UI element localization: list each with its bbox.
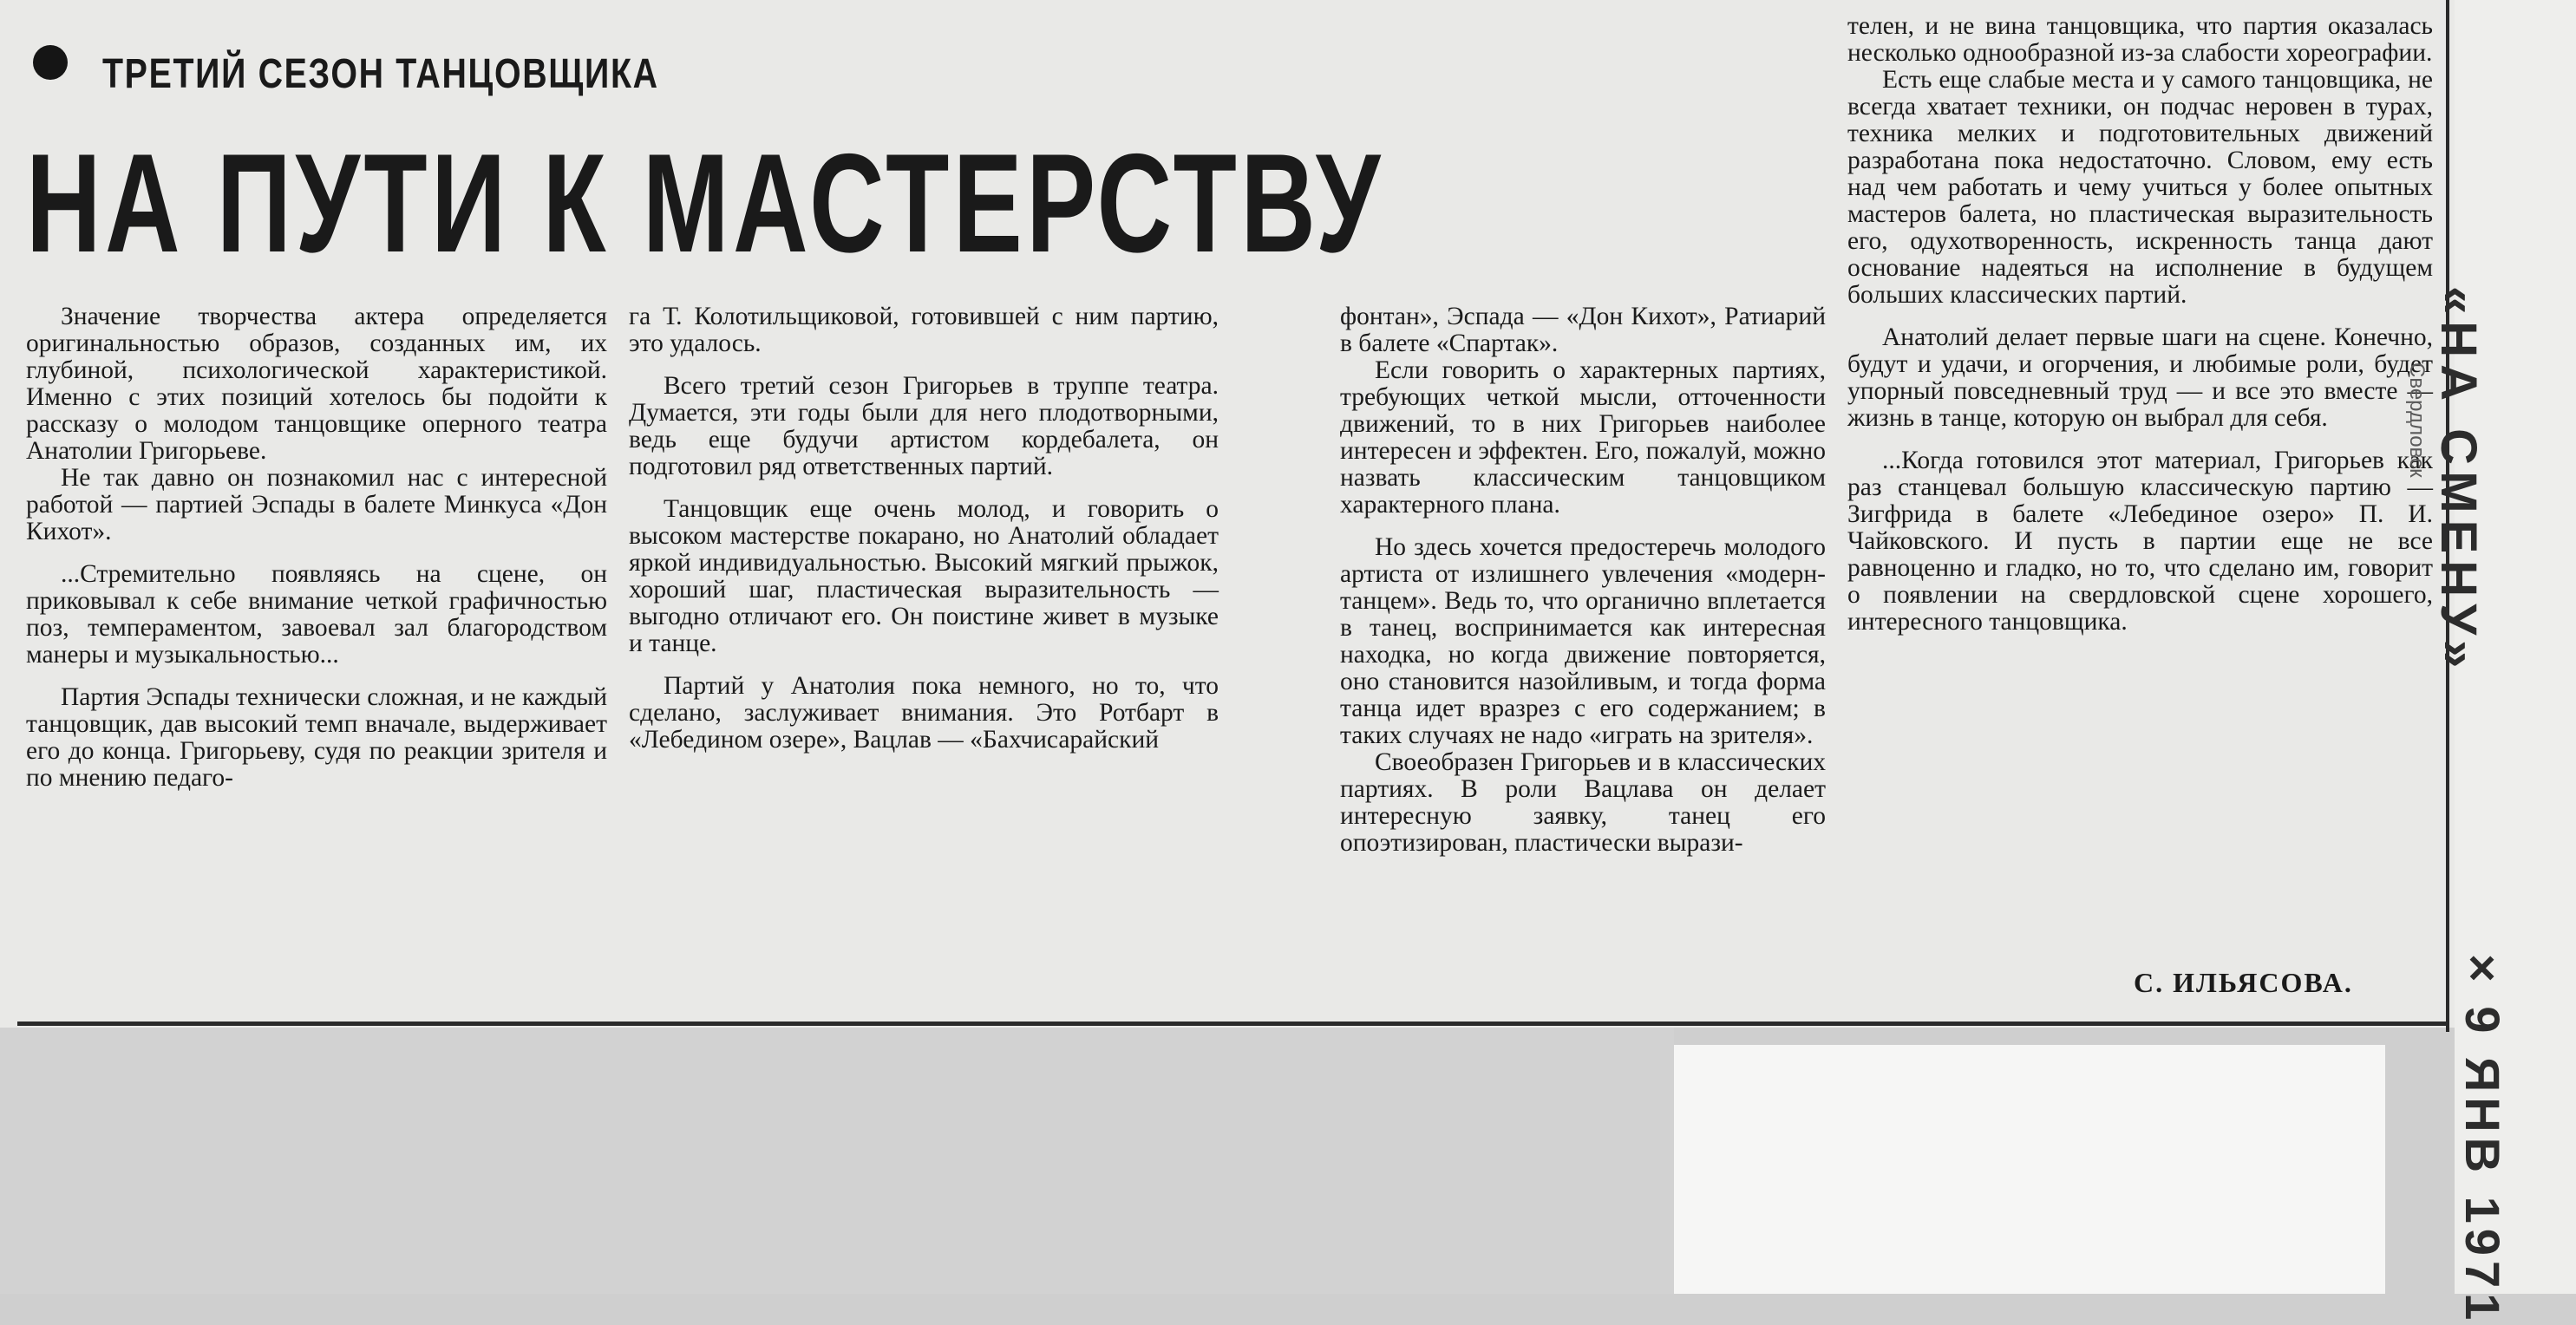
article-column-1 [26, 304, 607, 792]
paragraph: Есть еще слабые места и у самого танцовщика, не всегда хватает техники, он подчас неровен в турах, техника мелких и подготовительных движений разработана пока недостаточно. Словом, ему есть над чем работать и чему учиться у более опытных мастеров балета, но пластическая выразительность его, одухотворенность, искренность танца дают основание надеяться на исполнение в будущем больших классических партий. [1847, 66, 2433, 309]
article-headline: НА ПУТИ К МАСТЕРСТВУ [26, 125, 1384, 282]
article-column-3 [1340, 304, 1826, 857]
article-column-2 [629, 304, 1219, 754]
city-stamp: Свердловск [2405, 362, 2429, 478]
paragraph: Анатолий делает первые шаги на сцене. Конечно, будут и удачи, и огорчения, и любимые роли, будет упорный повседневный труд — и все это вместе — жизнь в танце, которую он выбрал для себя. [1847, 323, 2433, 432]
paragraph: Партий у Анатолия пока немного, но то, что сделано, заслуживает внимания. Это Ротбарт в «Лебедином озере», Вацлав — «Бахчисарайский [629, 672, 1219, 754]
author-signature: С. ИЛЬЯСОВА. [2134, 967, 2353, 998]
paragraph: Если говорить о характерных партиях, требующих четкой мысли, отточенности движений, то в них Григорьев наиболее интересен и эффектен. Его, пожалуй, можно назвать классическим танцовщиком характерного плана. [1340, 356, 1826, 519]
paragraph: Всего третий сезон Григорьев в труппе театра. Думается, эти годы были для него плодотворными, ведь еще будучи артистом кордебалета, он подготовил ряд ответственных партий. [629, 372, 1219, 480]
paper-patch [1674, 1045, 2385, 1294]
date-stamp: × 9 ЯНВ 1971 [2455, 954, 2510, 1325]
paragraph: Не так давно он познакомил нас с интересной работой — партией Эспады в балете Минкуса «Дон Кихот». [26, 464, 607, 545]
paragraph: фонтан», Эспада — «Дон Кихот», Ратиарий в балете «Спартак». [1340, 303, 1826, 357]
paragraph: Но здесь хочется предостеречь молодого артиста от излишнего увлечения «модерн-танцем». Ведь то, что органично вплетается в танец, воспринимается как интересная находка, но когда движение повторяется, оно становится назойливым, и тогда форма танца идет вразрез с его содержанием; в таких случаях не надо «играть на зрителя». [1340, 533, 1826, 749]
paragraph: ...Стремительно появляясь на сцене, он приковывал к себе внимание четкой графичностью поз, темпераментом, завоевал зал благородством манеры и музыкальностью... [26, 560, 607, 669]
article-column-4 [1847, 13, 2433, 636]
paragraph: Своеобразен Григорьев и в классических партиях. В роли Вацлава он делает интересную заявку, танец его опоэтизирован, пластически вырази- [1340, 748, 1826, 857]
paragraph: Танцовщик еще очень молод, и говорить о высоком мастерстве покарано, но Анатолий обладает яркой индивидуальностью. Высокий мягкий прыжок, хороший шаг, пластическая выразительность — выгодно отличают его. Он поистине живет в музыке и танце. [629, 495, 1219, 657]
paragraph: га Т. Колотильщиковой, готовившей с ним партию, это удалось. [629, 303, 1219, 357]
clipping-border-bottom [17, 1021, 2449, 1026]
bullet-icon [33, 45, 68, 80]
article-kicker: ТРЕТИЙ СЕЗОН ТАНЦОВЩИКА [102, 51, 659, 97]
paragraph: телен, и не вина танцовщика, что партия оказалась несколько однообразной из-за слабости хореографии. [1847, 12, 2433, 67]
newspaper-name-stamp: «НА СМЕНУ» [2430, 286, 2487, 676]
paragraph: ...Когда готовился этот материал, Григорьев как раз станцевал большую классическую партию — Зигфрида в балете «Лебединое озеро» П. И. Чайковского. И пусть в партии еще не все равноценно и гладко, но то, что сделано им, говорит о появлении на свердловской сцене хорошего, интересного танцовщика. [1847, 447, 2433, 636]
paragraph: Партия Эспады технически сложная, и не каждый танцовщик, дав высокий темп вначале, выдерживает его до конца. Григорьеву, судя по реакции зрителя и по мнению педаго- [26, 683, 608, 792]
background-sheet [0, 1028, 1674, 1294]
paragraph: Значение творчества актера определяется оригинальностью образов, созданных им, их глубиной, психологической характеристикой. Именно с этих позиций хотелось бы подойти к рассказу о молодом танцовщике оперного театра Анатолии Григорьеве. [26, 303, 607, 465]
